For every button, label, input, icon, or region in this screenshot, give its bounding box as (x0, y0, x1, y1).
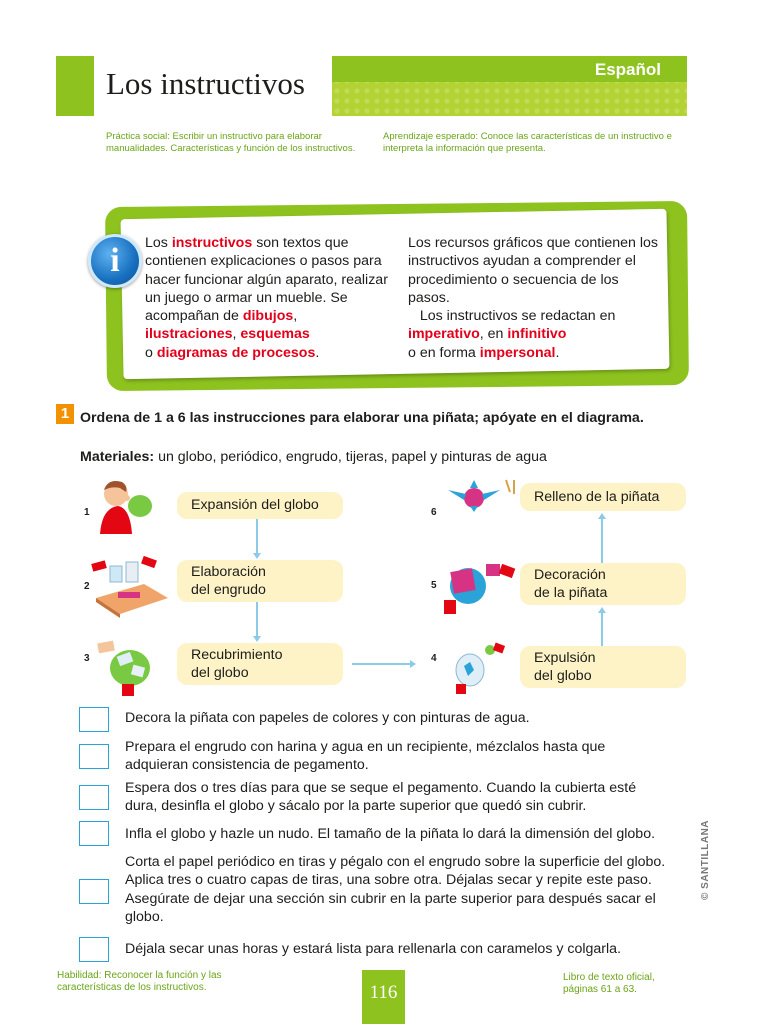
info-text: . (555, 344, 560, 361)
info-keyword: instructivos (171, 235, 253, 251)
instruction-text: Corta el papel periódico en tiras y pégalo con el engrudo sobre la superficie del globo. Aplica tres o cuatro capas de tiras, una sobre otra. Déjalas secar y repite este paso. Asegúrate de dejar una sección sin cubrir en la parte superior para después sacar el globo. (125, 854, 666, 925)
step-number: 4 (431, 653, 437, 664)
info-icon-glyph: i (110, 242, 120, 279)
arrow-head (410, 660, 416, 668)
order-input-box[interactable] (79, 785, 109, 810)
instruction-text: Prepara el engrudo con harina y agua en un recipiente, mézclalos hasta que adquieran consistencia de pegamento. (125, 739, 606, 774)
expected-learning: Aprendizaje esperado: Conoce las características de un instructivo e interpreta la información que presenta. (383, 131, 672, 154)
materials-line (80, 449, 547, 465)
diagram-step-paste: Elaboración del engrudo (177, 560, 343, 602)
instruction-text: Decora la piñata con papeles de colores y con pinturas de agua. (125, 710, 530, 726)
diagram-step-decoration: Decoración de la piñata (520, 563, 686, 605)
header-left-block (56, 56, 94, 116)
subject-label: Español (594, 60, 661, 79)
info-keyword: ilustraciones (145, 326, 233, 343)
step-number: 1 (84, 507, 90, 518)
order-input-box[interactable] (79, 879, 109, 904)
info-text: . (315, 344, 320, 361)
info-text: o en forma (408, 344, 480, 361)
step-number: 5 (431, 580, 437, 591)
arrow-line (352, 663, 410, 665)
instruction-text: Infla el globo y hazle un nudo. El tamaño de la piñata lo dará la dimensión del globo. (125, 826, 656, 842)
info-text: Los instructivos se redactan en (419, 308, 616, 325)
diagram-step-filling: Relleno de la piñata (520, 483, 686, 511)
pinata-filling-illustration (444, 476, 518, 528)
info-text: Los recursos gráficos que contienen los instructivos ayudan a comprender el procedimiento o secuencia de los pasos. (408, 235, 658, 306)
boy-inflating-balloon-illustration (96, 476, 160, 534)
skill-note: Habilidad: Reconocer la función y las características de los instructivos. (57, 970, 222, 993)
arrow-head (253, 636, 261, 642)
step-number: 6 (431, 507, 437, 518)
arrow-head (598, 513, 606, 519)
info-column-1 (145, 234, 390, 362)
textbook-reference: Libro de texto oficial, páginas 61 a 63. (563, 972, 655, 995)
diagram-step-expansion: Expansión del globo (177, 492, 343, 519)
materials-text: un globo, periódico, engrudo, tijeras, papel y pinturas de agua (154, 449, 547, 465)
info-keyword: infinitivo (507, 326, 567, 343)
order-input-box[interactable] (79, 707, 109, 732)
step-number: 2 (84, 581, 90, 592)
instruction-text: Espera dos o tres días para que se seque el pegamento. Cuando la cubierta esté dura, desinfla el globo y sácalo por la parte superior que quedó sin cubrir. (125, 780, 637, 815)
activity-number: 1 (56, 404, 74, 424)
arrow-line (601, 613, 603, 646)
activity-title: Ordena de 1 a 6 las instrucciones para elaborar una piñata; apóyate en el diagrama. (80, 410, 644, 426)
instruction-text: Déjala secar unas horas y estará lista para rellenarla con caramelos y colgarla. (125, 941, 622, 957)
social-practice: Práctica social: Escribir un instructivo para elaborar manualidades. Características y función de los instructivos. (106, 131, 356, 154)
order-input-box[interactable] (79, 744, 109, 769)
info-text: , en (479, 326, 508, 343)
arrow-line (256, 602, 258, 637)
order-input-box[interactable] (79, 821, 109, 846)
removing-balloon-illustration (450, 640, 510, 696)
arrow-head (253, 553, 261, 559)
info-text: son textos que contienen explicaciones o pasos para hacer funcionar algún aparato, realizar un juego o armar un mueble. Se acompañan de (145, 235, 388, 325)
arrow-line (601, 519, 603, 563)
covering-balloon-illustration (96, 636, 160, 696)
info-text: o (145, 344, 157, 361)
info-keyword: dibujos (242, 308, 294, 325)
publisher-brand: © SANTILLANA (700, 819, 711, 900)
info-column-2 (408, 234, 658, 362)
info-icon (88, 234, 142, 288)
info-text: Los (145, 235, 172, 251)
page-number: 116 (369, 982, 398, 1003)
arrow-head (598, 607, 606, 613)
info-keyword: impersonal (479, 344, 556, 361)
step-number: 3 (84, 653, 90, 664)
materials-label: Materiales: (80, 449, 155, 465)
diagram-step-cover: Recubrimiento del globo (177, 643, 343, 685)
making-paste-illustration (90, 554, 174, 618)
arrow-line (256, 519, 258, 554)
info-text: , (232, 326, 241, 343)
decorating-pinata-illustration (440, 556, 524, 620)
info-keyword: imperativo (408, 326, 480, 343)
info-keyword: diagramas de procesos (156, 344, 316, 361)
info-keyword: esquemas (240, 326, 310, 343)
page-title: Los instructivos (106, 66, 305, 101)
info-text: , (293, 308, 298, 325)
diagram-step-expulsion: Expulsión del globo (520, 646, 686, 688)
order-input-box[interactable] (79, 937, 109, 962)
